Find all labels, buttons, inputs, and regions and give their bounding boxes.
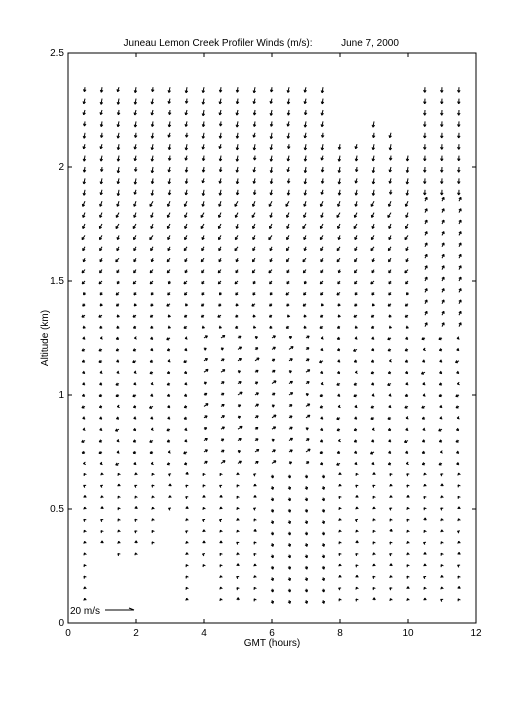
x-tick-label-4: 8 xyxy=(337,628,343,639)
y-axis-label: Altitude (km) xyxy=(40,310,51,366)
x-tick-label-2: 4 xyxy=(201,628,207,639)
wind-vector xyxy=(134,292,136,295)
wind-vector xyxy=(150,315,153,317)
x-tick-label-0: 0 xyxy=(65,628,71,639)
y-tick-label-5: 2.5 xyxy=(50,48,64,59)
wind-vector xyxy=(371,315,374,317)
chart-title: Juneau Lemon Creek Profiler Winds (m/s): xyxy=(124,38,313,49)
wind-vector xyxy=(355,292,357,295)
wind-vector xyxy=(201,315,204,317)
y-tick-label-4: 2 xyxy=(58,162,64,173)
x-tick-label-1: 2 xyxy=(133,628,139,639)
wind-vector xyxy=(287,281,289,284)
chart-date: June 7, 2000 xyxy=(341,38,399,49)
y-tick-label-3: 1.5 xyxy=(50,276,64,287)
y-tick-label-0: 0 xyxy=(58,618,64,629)
x-tick-label-3: 6 xyxy=(269,628,275,639)
x-tick-label-6: 12 xyxy=(470,628,482,639)
y-tick-label-2: 1 xyxy=(58,390,64,401)
x-axis-label: GMT (hours) xyxy=(244,638,301,649)
wind-vector xyxy=(184,315,187,317)
reference-vector-label: 20 m/s xyxy=(70,606,100,617)
wind-vector xyxy=(389,281,391,284)
y-tick-label-1: 0.5 xyxy=(50,504,64,515)
wind-vector xyxy=(253,292,255,295)
x-tick-label-5: 10 xyxy=(402,628,414,639)
wind-vector xyxy=(320,315,323,317)
wind-vector xyxy=(405,315,408,317)
wind-vector xyxy=(269,315,272,317)
wind-vector xyxy=(202,292,204,295)
